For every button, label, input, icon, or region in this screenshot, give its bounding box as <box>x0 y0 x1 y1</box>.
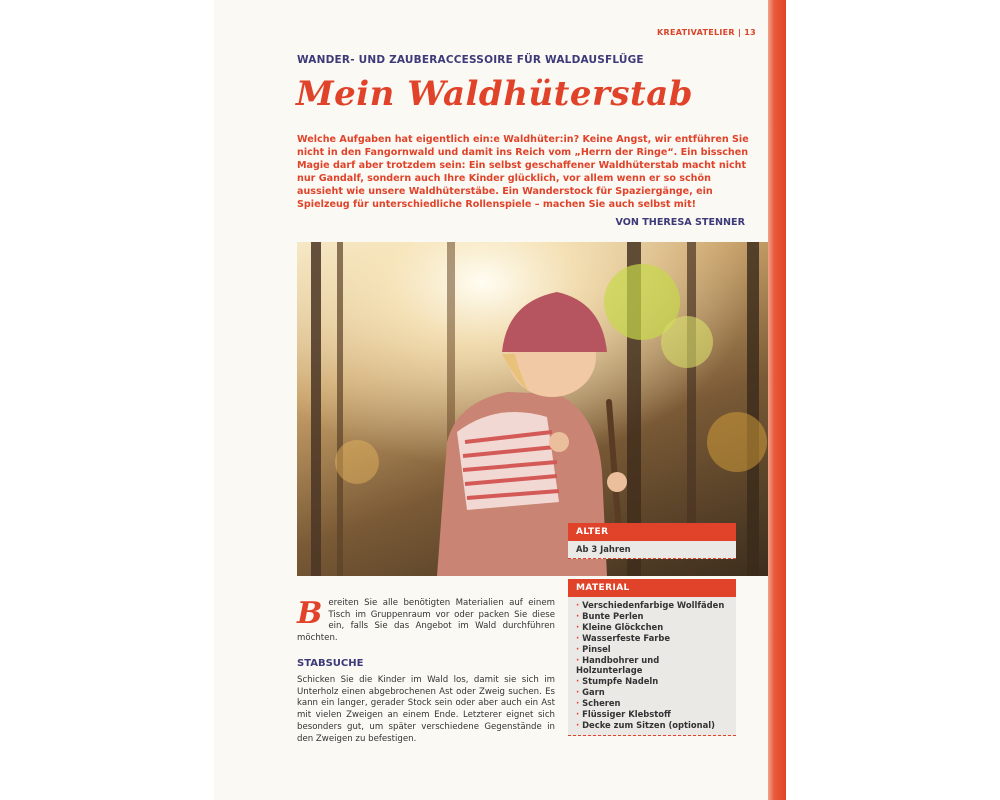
article-title: Mein Waldhüterstab <box>296 74 694 114</box>
age-value: Ab 3 Jahren <box>568 541 736 559</box>
magazine-page <box>214 0 786 800</box>
material-list-wrap <box>568 597 736 736</box>
material-item: · Flüssiger Klebstoff <box>576 709 728 720</box>
page-edge-stripe <box>768 0 786 800</box>
body-paragraph-1 <box>297 598 555 644</box>
material-box <box>568 579 736 736</box>
kicker-line: WANDER- UND ZAUBERACCESSOIRE FÜR WALDAUSFLÜGE <box>297 54 644 66</box>
running-head: KREATIVATELIER | 13 <box>657 28 756 37</box>
section-heading: STABSUCHE <box>297 658 364 669</box>
author-byline: VON THERESA STENNER <box>615 217 745 228</box>
material-item: · Wasserfeste Farbe <box>576 633 728 644</box>
material-item: · Pinsel <box>576 644 728 655</box>
material-item: · Stumpfe Nadeln <box>576 676 728 687</box>
material-item: · Decke zum Sitzen (optional) <box>576 720 728 731</box>
material-item: · Handbohrer und Holzunterlage <box>576 655 728 677</box>
material-heading: MATERIAL <box>568 579 736 597</box>
material-item: · Kleine Glöckchen <box>576 622 728 633</box>
drop-cap: B <box>297 596 323 631</box>
material-item: · Garn <box>576 687 728 698</box>
age-heading: ALTER <box>568 523 736 541</box>
body-text-1: ereiten Sie alle benötigten Materialien auf einem Tisch im Gruppenraum vor oder packen Sie diese ein, falls Sie das Angebot im Wald durchführen möchten. <box>297 598 555 643</box>
material-item: · Verschiedenfarbige Wollfäden <box>576 600 728 611</box>
intro-paragraph: Welche Aufgaben hat eigentlich ein:e Waldhüter:in? Keine Angst, wir entführen Sie nicht in den Fangornwald und damit ins Reich vom „Herrn der Ringe“. Ein bisschen Magie darf aber trotzdem sein: Ein selbst geschaffener Waldhüterstab macht nicht nur Gandalf, sondern auch Ihre Kinder glücklich, vor allem wenn er so schön aussieht wie unsere Waldhüterstäbe. Ein Wanderstock für Spaziergänge, ein Spielzeug für unterschiedliche Rollenspiele – machen Sie auch selbst mit! <box>297 134 749 210</box>
age-box <box>568 523 736 559</box>
body-paragraph-2: Schicken Sie die Kinder im Wald los, damit sie sich im Unterholz einen abgebrochenen Ast oder Zweig suchen. Es kann ein langer, gerader Stock sein oder aber auch ein Ast mit vielen Zweigen an einem Ende. Letzterer eignet sich besonders gut, um später verschiedene Gegenstände in den Zweigen zu befestigen. <box>297 675 555 744</box>
material-list <box>576 600 728 731</box>
material-item: · Scheren <box>576 698 728 709</box>
material-item: · Bunte Perlen <box>576 611 728 622</box>
